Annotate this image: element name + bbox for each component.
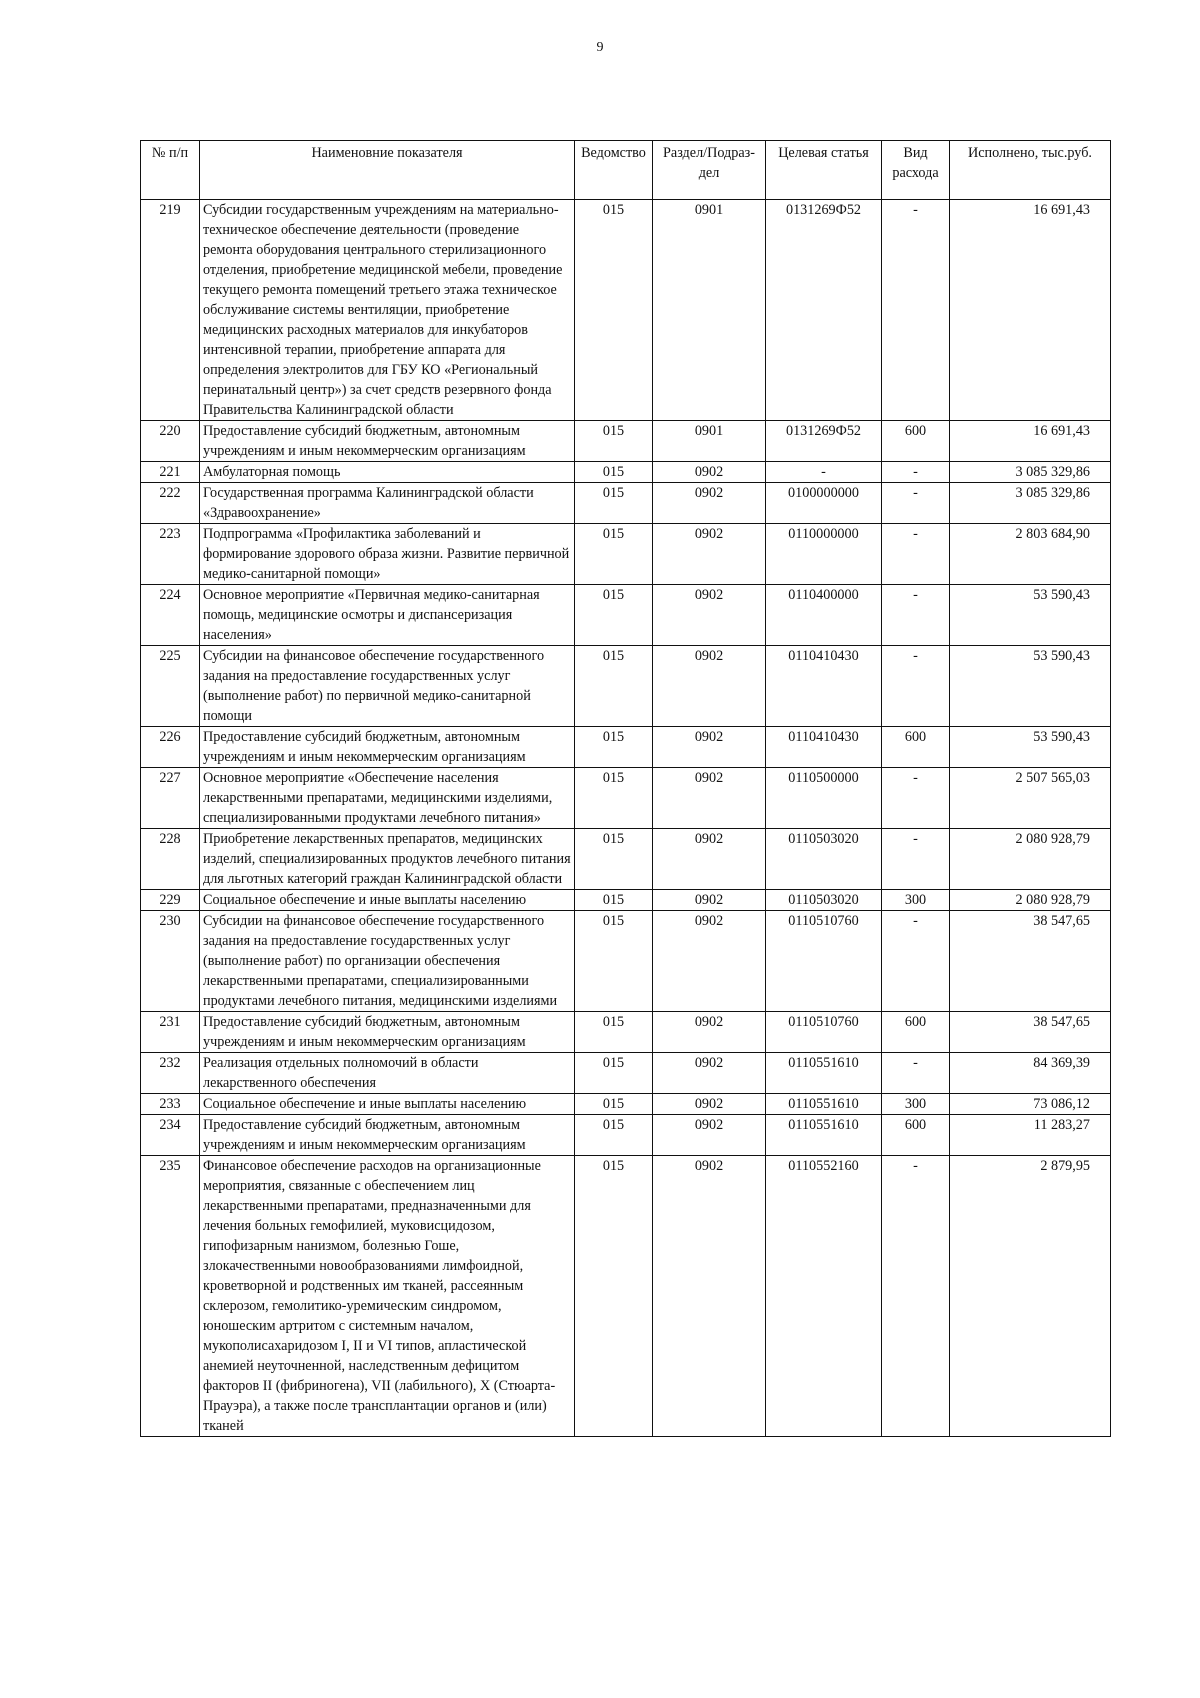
row-number: 227 bbox=[141, 768, 200, 829]
row-number: 234 bbox=[141, 1115, 200, 1156]
department-code: 015 bbox=[575, 524, 653, 585]
target-item-code: 0131269Ф52 bbox=[766, 421, 882, 462]
target-item-code: 0110510760 bbox=[766, 1012, 882, 1053]
department-code: 015 bbox=[575, 1094, 653, 1115]
table-row bbox=[141, 1012, 1111, 1053]
header-dept: Ведомство bbox=[575, 141, 653, 200]
expense-kind-code: - bbox=[882, 646, 950, 727]
target-item-code: 0110000000 bbox=[766, 524, 882, 585]
indicator-name: Субсидии на финансовое обеспечение государственного задания на предоставление государственных услуг (выполнение работ) по первичной медико-санитарной помощи bbox=[200, 646, 575, 727]
expense-kind-code: - bbox=[882, 462, 950, 483]
table-row bbox=[141, 1053, 1111, 1094]
table-row bbox=[141, 421, 1111, 462]
row-number: 229 bbox=[141, 890, 200, 911]
indicator-name: Предоставление субсидий бюджетным, автономным учреждениям и иным некоммерческим организациям bbox=[200, 1115, 575, 1156]
department-code: 015 bbox=[575, 768, 653, 829]
row-number: 224 bbox=[141, 585, 200, 646]
table-row bbox=[141, 890, 1111, 911]
section-code: 0902 bbox=[653, 890, 766, 911]
table-row bbox=[141, 585, 1111, 646]
indicator-name: Субсидии на финансовое обеспечение государственного задания на предоставление государственных услуг (выполнение работ) по организации обеспечения лекарственными препаратами, специализированными продуктами лечебного питания, медицинскими изделиями bbox=[200, 911, 575, 1012]
target-item-code: 0110551610 bbox=[766, 1053, 882, 1094]
department-code: 015 bbox=[575, 585, 653, 646]
target-item-code: 0131269Ф52 bbox=[766, 200, 882, 421]
indicator-name: Социальное обеспечение и иные выплаты населению bbox=[200, 890, 575, 911]
department-code: 015 bbox=[575, 911, 653, 1012]
indicator-name: Предоставление субсидий бюджетным, автономным учреждениям и иным некоммерческим организациям bbox=[200, 1012, 575, 1053]
header-section: Раздел/Подраз-дел bbox=[653, 141, 766, 200]
target-item-code: 0110552160 bbox=[766, 1156, 882, 1437]
expense-kind-code: - bbox=[882, 1156, 950, 1437]
department-code: 015 bbox=[575, 829, 653, 890]
executed-amount: 84 369,39 bbox=[950, 1053, 1111, 1094]
target-item-code: 0110410430 bbox=[766, 727, 882, 768]
executed-amount: 53 590,43 bbox=[950, 727, 1111, 768]
executed-amount: 53 590,43 bbox=[950, 585, 1111, 646]
department-code: 015 bbox=[575, 1156, 653, 1437]
indicator-name: Приобретение лекарственных препаратов, медицинских изделий, специализированных продуктов лечебного питания для льготных категорий граждан Калининградской области bbox=[200, 829, 575, 890]
target-item-code: 0110551610 bbox=[766, 1094, 882, 1115]
expense-kind-code: - bbox=[882, 585, 950, 646]
target-item-code: 0110410430 bbox=[766, 646, 882, 727]
section-code: 0901 bbox=[653, 200, 766, 421]
department-code: 015 bbox=[575, 1115, 653, 1156]
expense-kind-code: - bbox=[882, 483, 950, 524]
executed-amount: 3 085 329,86 bbox=[950, 483, 1111, 524]
section-code: 0902 bbox=[653, 1012, 766, 1053]
table-row bbox=[141, 727, 1111, 768]
section-code: 0902 bbox=[653, 829, 766, 890]
section-code: 0902 bbox=[653, 646, 766, 727]
target-item-code: 0110503020 bbox=[766, 829, 882, 890]
row-number: 233 bbox=[141, 1094, 200, 1115]
executed-amount: 2 507 565,03 bbox=[950, 768, 1111, 829]
department-code: 015 bbox=[575, 1053, 653, 1094]
header-num: № п/п bbox=[141, 141, 200, 200]
row-number: 221 bbox=[141, 462, 200, 483]
table-row bbox=[141, 1156, 1111, 1437]
section-code: 0902 bbox=[653, 462, 766, 483]
table-body bbox=[141, 200, 1111, 1437]
expense-kind-code: 600 bbox=[882, 1115, 950, 1156]
section-code: 0902 bbox=[653, 727, 766, 768]
indicator-name: Основное мероприятие «Первичная медико-санитарная помощь, медицинские осмотры и диспансеризация населения» bbox=[200, 585, 575, 646]
table-header-row bbox=[141, 141, 1111, 200]
budget-execution-table bbox=[140, 140, 1111, 1437]
row-number: 222 bbox=[141, 483, 200, 524]
target-item-code: 0110551610 bbox=[766, 1115, 882, 1156]
expense-kind-code: - bbox=[882, 768, 950, 829]
indicator-name: Субсидии государственным учреждениям на материально-техническое обеспечение деятельности (проведение ремонта оборудования центрального стерилизационного отделения, приобретение медицинской мебели, проведение текущего ремонта помещений третьего этажа техническое обслуживание системы вентиляции, приобретение медицинских расходных материалов для инкубаторов интенсивной терапии, приобретение аппарата для определения электролитов для ГБУ КО «Региональный перинатальный центр») за счет средств резервного фонда Правительства Калининградской области bbox=[200, 200, 575, 421]
header-target: Целевая статья bbox=[766, 141, 882, 200]
section-code: 0901 bbox=[653, 421, 766, 462]
indicator-name: Амбулаторная помощь bbox=[200, 462, 575, 483]
expense-kind-code: - bbox=[882, 829, 950, 890]
row-number: 220 bbox=[141, 421, 200, 462]
expense-kind-code: - bbox=[882, 911, 950, 1012]
expense-kind-code: 300 bbox=[882, 890, 950, 911]
department-code: 015 bbox=[575, 1012, 653, 1053]
expense-kind-code: 600 bbox=[882, 1012, 950, 1053]
department-code: 015 bbox=[575, 890, 653, 911]
executed-amount: 2 879,95 bbox=[950, 1156, 1111, 1437]
table-row bbox=[141, 911, 1111, 1012]
department-code: 015 bbox=[575, 200, 653, 421]
expense-kind-code: 600 bbox=[882, 421, 950, 462]
table-row bbox=[141, 462, 1111, 483]
section-code: 0902 bbox=[653, 1094, 766, 1115]
table-row bbox=[141, 1094, 1111, 1115]
expense-kind-code: - bbox=[882, 200, 950, 421]
section-code: 0902 bbox=[653, 524, 766, 585]
indicator-name: Предоставление субсидий бюджетным, автономным учреждениям и иным некоммерческим организациям bbox=[200, 727, 575, 768]
header-amount: Исполнено, тыс.руб. bbox=[950, 141, 1111, 200]
section-code: 0902 bbox=[653, 768, 766, 829]
page-number: 9 bbox=[596, 40, 604, 55]
department-code: 015 bbox=[575, 727, 653, 768]
executed-amount: 2 803 684,90 bbox=[950, 524, 1111, 585]
indicator-name: Подпрограмма «Профилактика заболеваний и формирование здорового образа жизни. Развитие первичной медико-санитарной помощи» bbox=[200, 524, 575, 585]
table-row bbox=[141, 1115, 1111, 1156]
target-item-code: 0110400000 bbox=[766, 585, 882, 646]
row-number: 232 bbox=[141, 1053, 200, 1094]
section-code: 0902 bbox=[653, 483, 766, 524]
target-item-code: 0100000000 bbox=[766, 483, 882, 524]
table-row bbox=[141, 483, 1111, 524]
indicator-name: Государственная программа Калининградской области «Здравоохранение» bbox=[200, 483, 575, 524]
expense-kind-code: - bbox=[882, 524, 950, 585]
table-row bbox=[141, 829, 1111, 890]
expense-kind-code: 300 bbox=[882, 1094, 950, 1115]
indicator-name: Реализация отдельных полномочий в области лекарственного обеспечения bbox=[200, 1053, 575, 1094]
executed-amount: 53 590,43 bbox=[950, 646, 1111, 727]
indicator-name: Предоставление субсидий бюджетным, автономным учреждениям и иным некоммерческим организациям bbox=[200, 421, 575, 462]
executed-amount: 3 085 329,86 bbox=[950, 462, 1111, 483]
row-number: 223 bbox=[141, 524, 200, 585]
header-name: Наименовние показателя bbox=[200, 141, 575, 200]
department-code: 015 bbox=[575, 462, 653, 483]
executed-amount: 38 547,65 bbox=[950, 1012, 1111, 1053]
section-code: 0902 bbox=[653, 1115, 766, 1156]
department-code: 015 bbox=[575, 421, 653, 462]
department-code: 015 bbox=[575, 646, 653, 727]
section-code: 0902 bbox=[653, 585, 766, 646]
header-kind: Вид расхода bbox=[882, 141, 950, 200]
table-row bbox=[141, 646, 1111, 727]
section-code: 0902 bbox=[653, 911, 766, 1012]
executed-amount: 2 080 928,79 bbox=[950, 829, 1111, 890]
executed-amount: 2 080 928,79 bbox=[950, 890, 1111, 911]
table-row bbox=[141, 768, 1111, 829]
executed-amount: 73 086,12 bbox=[950, 1094, 1111, 1115]
target-item-code: 0110503020 bbox=[766, 890, 882, 911]
row-number: 219 bbox=[141, 200, 200, 421]
target-item-code: 0110500000 bbox=[766, 768, 882, 829]
section-code: 0902 bbox=[653, 1053, 766, 1094]
expense-kind-code: - bbox=[882, 1053, 950, 1094]
table-row bbox=[141, 200, 1111, 421]
target-item-code: 0110510760 bbox=[766, 911, 882, 1012]
indicator-name: Социальное обеспечение и иные выплаты населению bbox=[200, 1094, 575, 1115]
executed-amount: 16 691,43 bbox=[950, 200, 1111, 421]
executed-amount: 38 547,65 bbox=[950, 911, 1111, 1012]
row-number: 230 bbox=[141, 911, 200, 1012]
target-item-code: - bbox=[766, 462, 882, 483]
indicator-name: Основное мероприятие «Обеспечение населения лекарственными препаратами, медицинскими изделиями, специализированными продуктами лечебного питания» bbox=[200, 768, 575, 829]
executed-amount: 16 691,43 bbox=[950, 421, 1111, 462]
row-number: 226 bbox=[141, 727, 200, 768]
department-code: 015 bbox=[575, 483, 653, 524]
row-number: 225 bbox=[141, 646, 200, 727]
table-row bbox=[141, 524, 1111, 585]
expense-kind-code: 600 bbox=[882, 727, 950, 768]
executed-amount: 11 283,27 bbox=[950, 1115, 1111, 1156]
indicator-name: Финансовое обеспечение расходов на организационные мероприятия, связанные с обеспечением лиц лекарственными препаратами, предназначенными для лечения больных гемофилией, муковисцидозом, гипофизарным нанизмом, болезнью Гоше, злокачественными новообразованиями лимфоидной, кроветворной и родственных им тканей, рассеянным склерозом, гемолитико-уремическим синдромом, юношеским артритом с системным началом, мукополисахаридозом I, II и VI типов, апластической анемией неуточненной, наследственным дефицитом факторов II (фибриногена), VII (лабильного), X (Стюарта-Прауэра), а также после трансплантации органов и (или) тканей bbox=[200, 1156, 575, 1437]
row-number: 228 bbox=[141, 829, 200, 890]
row-number: 231 bbox=[141, 1012, 200, 1053]
section-code: 0902 bbox=[653, 1156, 766, 1437]
row-number: 235 bbox=[141, 1156, 200, 1437]
